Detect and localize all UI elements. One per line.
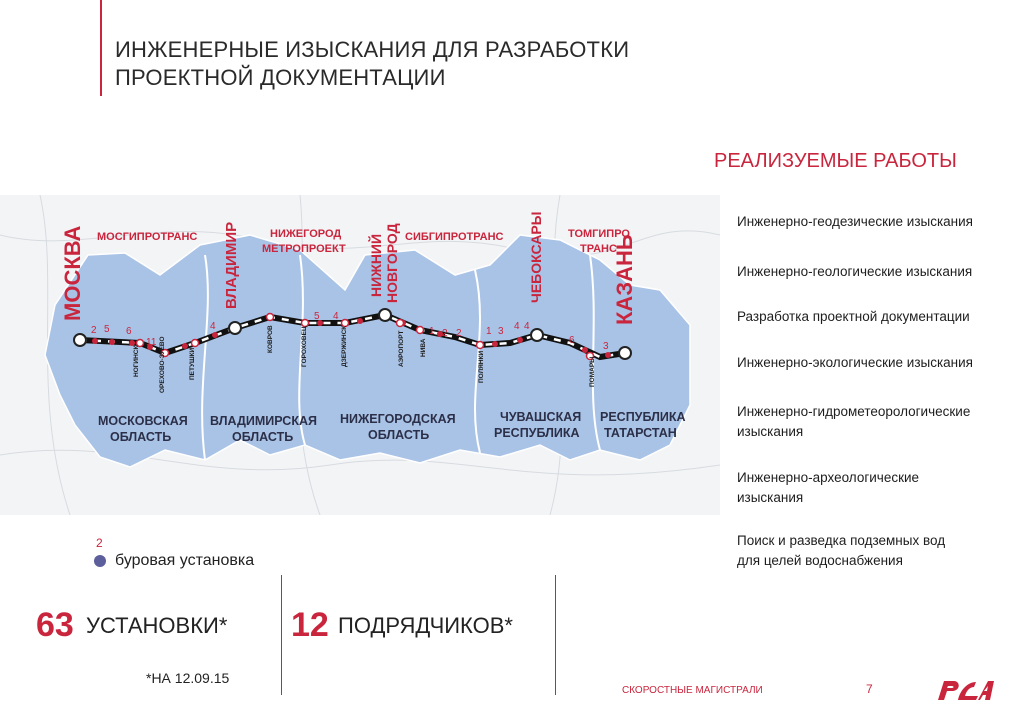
region-label: ОБЛАСТЬ <box>110 430 172 444</box>
rzd-logo <box>934 678 996 702</box>
works-item <box>737 353 1017 373</box>
page-number: 7 <box>866 682 873 696</box>
station-label: АЭРОПОРТ <box>398 330 405 367</box>
station-marker <box>342 320 349 327</box>
works-item-line: изыскания <box>737 490 804 505</box>
works-item <box>737 262 1017 282</box>
region-label: ЧУВАШСКАЯ <box>500 410 582 424</box>
stats-divider-right <box>555 575 556 695</box>
station-label: ПОЛЯНКИ <box>478 350 485 383</box>
city-marker-vladimir <box>229 322 241 334</box>
city-label-vladimir: ВЛАДИМИР <box>223 221 240 309</box>
rig-dot <box>605 352 611 358</box>
works-item <box>737 402 1017 442</box>
works-item <box>737 212 1017 232</box>
rig-count: 6 <box>569 335 575 346</box>
footer-section-name: СКОРОСТНЫЕ МАГИСТРАЛИ <box>622 685 763 696</box>
station-label: ОРЕХОВО-ЗУЕВО <box>159 336 166 393</box>
contractor-label: НИЖЕГОРОД <box>270 228 342 240</box>
contractor-label: СИБГИПРОТРАНС <box>405 231 504 243</box>
rig-dot <box>582 347 588 353</box>
station-marker <box>192 340 199 347</box>
region-label: ВЛАДИМИРСКАЯ <box>210 414 317 428</box>
rig-count: 5 <box>104 324 110 335</box>
city-label-cheboksary: ЧЕБОКСАРЫ <box>528 211 544 303</box>
station-marker <box>302 320 309 327</box>
rig-count: 3 <box>498 326 504 337</box>
rig-count: 1 <box>486 326 492 337</box>
station-label: НОГИНСК <box>133 345 140 377</box>
page-title <box>115 36 629 92</box>
page-title-line-2: ПРОЕКТНОЙ ДОКУМЕНТАЦИИ <box>115 65 446 90</box>
rig-count: 1 <box>429 326 435 337</box>
page-title-line-1: ИНЖЕНЕРНЫЕ ИЗЫСКАНИЯ ДЛЯ РАЗРАБОТКИ <box>115 37 630 62</box>
city-label-novgorod: НОВГОРОД <box>384 223 400 303</box>
station-label: КОВРОВ <box>267 325 274 353</box>
region-label: НИЖЕГОРОДСКАЯ <box>340 412 456 426</box>
station-label: ДЗЕРЖИНСК <box>341 325 348 367</box>
rig-count: 5 <box>314 311 320 322</box>
city-marker-cheboksary <box>531 329 543 341</box>
city-label-nizhny: НИЖНИЙ <box>368 233 384 297</box>
contractor-label: ТРАНС <box>580 243 617 255</box>
rig-count: 3 <box>603 341 609 352</box>
legend-label: буровая установка <box>115 552 255 569</box>
station-marker <box>397 320 404 327</box>
works-item <box>737 468 1017 508</box>
rig-count: 6 <box>126 326 132 337</box>
station-label: НИВА <box>420 338 427 357</box>
station-label: ГОРОХОВЕЦ <box>301 326 308 367</box>
rig-count: 4 <box>524 321 530 332</box>
route-map <box>0 195 720 515</box>
station-marker <box>267 314 274 321</box>
city-marker-kazan <box>619 347 631 359</box>
rig-dot <box>92 338 98 344</box>
station-label: ПОМАРЫ <box>589 356 596 387</box>
rig-dot <box>212 332 218 338</box>
rig-count: 2 <box>456 328 462 339</box>
contractor-label: ТОМГИПРО <box>568 228 630 240</box>
rig-count: 4 <box>210 321 216 332</box>
city-label-kazan: КАЗАНЬ <box>612 234 637 325</box>
works-item-line: Инженерно-гидрометеорологические <box>737 404 971 419</box>
contractors-label: ПОДРЯДЧИКОВ* <box>338 613 513 638</box>
works-item-line: изыскания <box>737 424 804 439</box>
city-marker-nizhny <box>379 309 391 321</box>
region-label: ОБЛАСТЬ <box>368 428 430 442</box>
city-marker-moscow <box>74 334 86 346</box>
rig-dot <box>109 339 115 345</box>
date-footnote: *НА 12.09.15 <box>146 670 230 686</box>
contractors-count: 12 <box>291 606 329 644</box>
region-label: МОСКОВСКАЯ <box>98 414 188 428</box>
works-item-line: для целей водоснабжения <box>737 553 903 568</box>
works-item-line: Инженерно-археологические <box>737 470 920 485</box>
rig-count: 4 <box>514 321 520 332</box>
region-label: ТАТАРСТАН <box>604 426 677 440</box>
city-label-moscow: МОСКВА <box>60 225 85 321</box>
works-heading: РЕАЛИЗУЕМЫЕ РАБОТЫ <box>714 150 957 172</box>
contractor-label: МОСГИПРОТРАНС <box>97 231 198 243</box>
rig-dot <box>129 340 135 346</box>
legend-rig-dot <box>94 555 106 567</box>
stats-divider-left <box>281 575 282 695</box>
works-item-line: Поиск и разведка подземных вод <box>737 533 946 548</box>
works-item-line: Инженерно-геодезические изыскания <box>737 214 973 229</box>
station-label: ПЕТУШКИ <box>189 347 196 380</box>
works-item <box>737 307 1017 327</box>
station-marker <box>477 342 484 349</box>
rig-count: 11 <box>146 337 157 348</box>
rigs-label: УСТАНОВКИ* <box>86 613 228 638</box>
region-label: РЕСПУБЛИКА <box>494 426 580 440</box>
legend-sample-count: 2 <box>96 536 103 550</box>
rig-dot <box>492 341 498 347</box>
works-item <box>737 531 1017 571</box>
station-marker <box>417 327 424 334</box>
contractor-label: МЕТРОПРОЕКТ <box>262 243 346 255</box>
works-item-line: Инженерно-экологические изыскания <box>737 355 973 370</box>
rig-count: 2 <box>91 325 97 336</box>
region-label: РЕСПУБЛИКА <box>600 410 686 424</box>
rig-dot <box>517 337 523 343</box>
station-marker <box>137 340 144 347</box>
region-label: ОБЛАСТЬ <box>232 430 294 444</box>
rig-dot <box>357 318 363 324</box>
works-item-line: Разработка проектной документации <box>737 309 970 324</box>
rig-dot <box>182 343 188 349</box>
rig-count: 2 <box>442 328 448 339</box>
title-rule <box>100 0 102 96</box>
rigs-count: 63 <box>36 606 74 644</box>
rig-count: 4 <box>333 311 339 322</box>
works-item-line: Инженерно-геологические изыскания <box>737 264 973 279</box>
